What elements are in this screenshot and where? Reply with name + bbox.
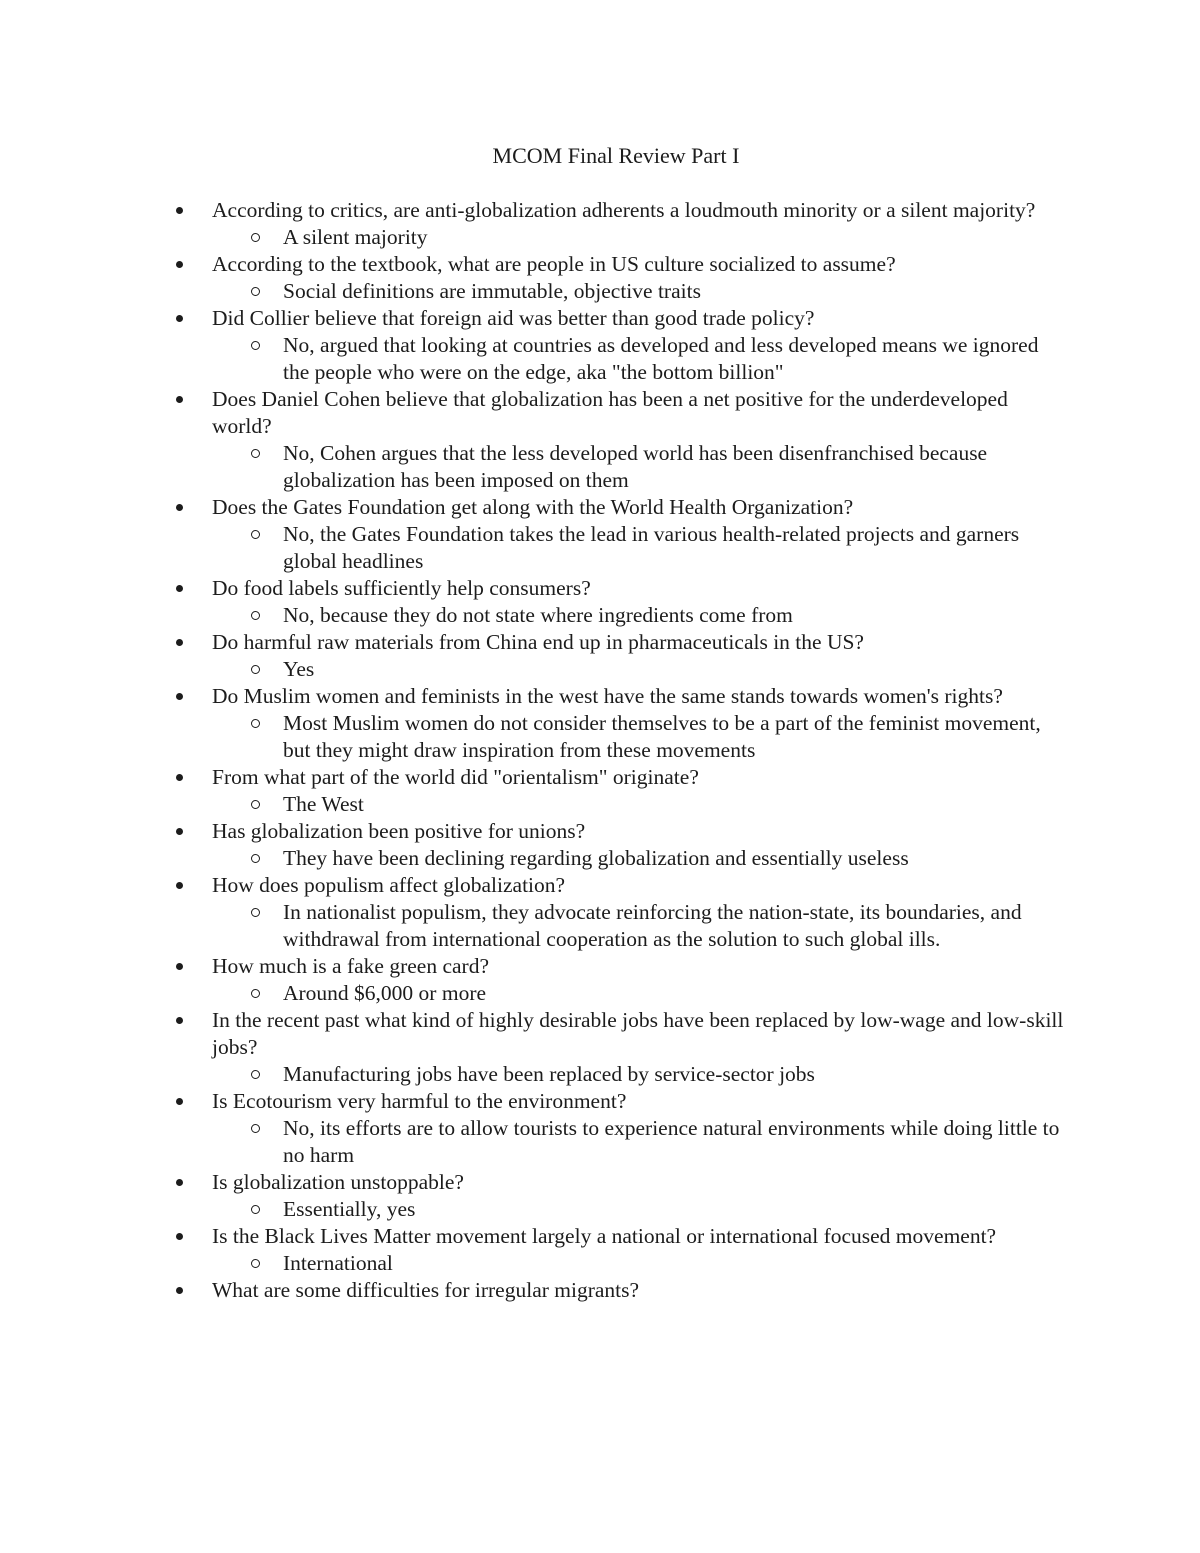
answer-list [212,332,1068,386]
answer-list [212,845,1068,872]
question-text: Does the Gates Foundation get along with the World Health Organization? [212,495,854,519]
answer-text: The West [283,792,364,816]
question-item [212,818,1068,872]
hollow-bullet-icon [251,665,260,674]
question-text: How does populism affect globalization? [212,873,566,897]
question-text: Has globalization been positive for unions? [212,819,586,843]
answer-text: In nationalist populism, they advocate reinforcing the nation-state, its boundaries, and withdrawal from international cooperation as the solution to such global ills. [283,900,1022,951]
hollow-bullet-icon [251,1259,260,1268]
bullet-icon [176,504,183,511]
hollow-bullet-icon [251,287,260,296]
answer-item [283,1196,1068,1223]
answer-text: Social definitions are immutable, objective traits [283,279,701,303]
answer-item [283,710,1068,764]
hollow-bullet-icon [251,719,260,728]
answer-list [212,278,1068,305]
bullet-icon [176,774,183,781]
answer-list [212,656,1068,683]
question-text: In the recent past what kind of highly desirable jobs have been replaced by low-wage and low-skill jobs? [212,1008,1064,1059]
question-list [212,197,1068,1304]
answer-list [212,521,1068,575]
bullet-icon [176,963,183,970]
answer-list [212,440,1068,494]
bullet-icon [176,1179,183,1186]
answer-item [283,899,1068,953]
hollow-bullet-icon [251,341,260,350]
question-text: How much is a fake green card? [212,954,489,978]
answer-item [283,278,1068,305]
answer-item [283,791,1068,818]
question-text: Is globalization unstoppable? [212,1170,464,1194]
bullet-icon [176,1098,183,1105]
answer-text: They have been declining regarding globalization and essentially useless [283,846,909,870]
question-item [212,764,1068,818]
question-text: Does Daniel Cohen believe that globalization has been a net positive for the underdeveloped world? [212,387,1008,438]
question-item [212,197,1068,251]
question-text: Is the Black Lives Matter movement largely a national or international focused movement? [212,1224,997,1248]
bullet-icon [176,1017,183,1024]
question-item [212,251,1068,305]
document-title: MCOM Final Review Part I [492,143,740,168]
answer-item [283,224,1068,251]
answer-list [212,899,1068,953]
answer-text: Essentially, yes [283,1197,416,1221]
bullet-icon [176,207,183,214]
hollow-bullet-icon [251,908,260,917]
question-item [212,1277,1068,1304]
hollow-bullet-icon [251,1205,260,1214]
answer-list [212,980,1068,1007]
question-text: Do Muslim women and feminists in the west have the same stands towards women's rights? [212,684,1003,708]
question-item [212,1088,1068,1169]
answer-list [212,1061,1068,1088]
answer-item [283,656,1068,683]
hollow-bullet-icon [251,530,260,539]
hollow-bullet-icon [251,989,260,998]
question-item [212,629,1068,683]
question-item [212,683,1068,764]
answer-text: No, argued that looking at countries as developed and less developed means we ignored the people who were on the edge, aka "the bottom billion" [283,333,1039,384]
answer-text: Most Muslim women do not consider themselves to be a part of the feminist movement, but they might draw inspiration from these movements [283,711,1041,762]
answer-item [283,521,1068,575]
bullet-icon [176,693,183,700]
bullet-icon [176,1233,183,1240]
answer-text: A silent majority [283,225,428,249]
answer-list [212,602,1068,629]
answer-list [212,1250,1068,1277]
question-text: Do food labels sufficiently help consumers? [212,576,591,600]
question-item [212,386,1068,494]
question-item [212,305,1068,386]
question-text: According to critics, are anti-globalization adherents a loudmouth minority or a silent majority? [212,198,1036,222]
bullet-icon [176,396,183,403]
bullet-icon [176,315,183,322]
answer-item [283,602,1068,629]
question-text: According to the textbook, what are people in US culture socialized to assume? [212,252,896,276]
answer-list [212,791,1068,818]
answer-item [283,845,1068,872]
bullet-icon [176,639,183,646]
hollow-bullet-icon [251,800,260,809]
answer-list [212,710,1068,764]
hollow-bullet-icon [251,233,260,242]
question-text: Did Collier believe that foreign aid was better than good trade policy? [212,306,815,330]
hollow-bullet-icon [251,1070,260,1079]
bullet-icon [176,585,183,592]
answer-list [212,1196,1068,1223]
answer-item [283,332,1068,386]
answer-item [283,1115,1068,1169]
answer-item [283,980,1068,1007]
question-item [212,1223,1068,1277]
answer-item [283,1250,1068,1277]
answer-text: Yes [283,657,315,681]
question-item [212,1007,1068,1088]
question-item [212,494,1068,575]
question-item [212,953,1068,1007]
question-text: From what part of the world did "orientalism" originate? [212,765,699,789]
bullet-icon [176,261,183,268]
bullet-icon [176,882,183,889]
answer-text: No, the Gates Foundation takes the lead in various health-related projects and garners global headlines [283,522,1020,573]
hollow-bullet-icon [251,611,260,620]
question-text: Do harmful raw materials from China end up in pharmaceuticals in the US? [212,630,864,654]
answer-item [283,440,1068,494]
bullet-icon [176,828,183,835]
answer-list [212,224,1068,251]
answer-text: No, Cohen argues that the less developed world has been disenfranchised because globalization has been imposed on them [283,441,988,492]
answer-item [283,1061,1068,1088]
answer-text: No, its efforts are to allow tourists to experience natural environments while doing little to no harm [283,1116,1060,1167]
answer-text: International [283,1251,393,1275]
question-text: Is Ecotourism very harmful to the environment? [212,1089,627,1113]
hollow-bullet-icon [251,449,260,458]
hollow-bullet-icon [251,854,260,863]
answer-text: Manufacturing jobs have been replaced by service-sector jobs [283,1062,815,1086]
question-item [212,872,1068,953]
answer-text: Around $6,000 or more [283,981,487,1005]
answer-text: No, because they do not state where ingredients come from [283,603,793,627]
question-text: What are some difficulties for irregular migrants? [212,1278,640,1302]
bullet-icon [176,1287,183,1294]
answer-list [212,1115,1068,1169]
hollow-bullet-icon [251,1124,260,1133]
question-item [212,1169,1068,1223]
question-item [212,575,1068,629]
